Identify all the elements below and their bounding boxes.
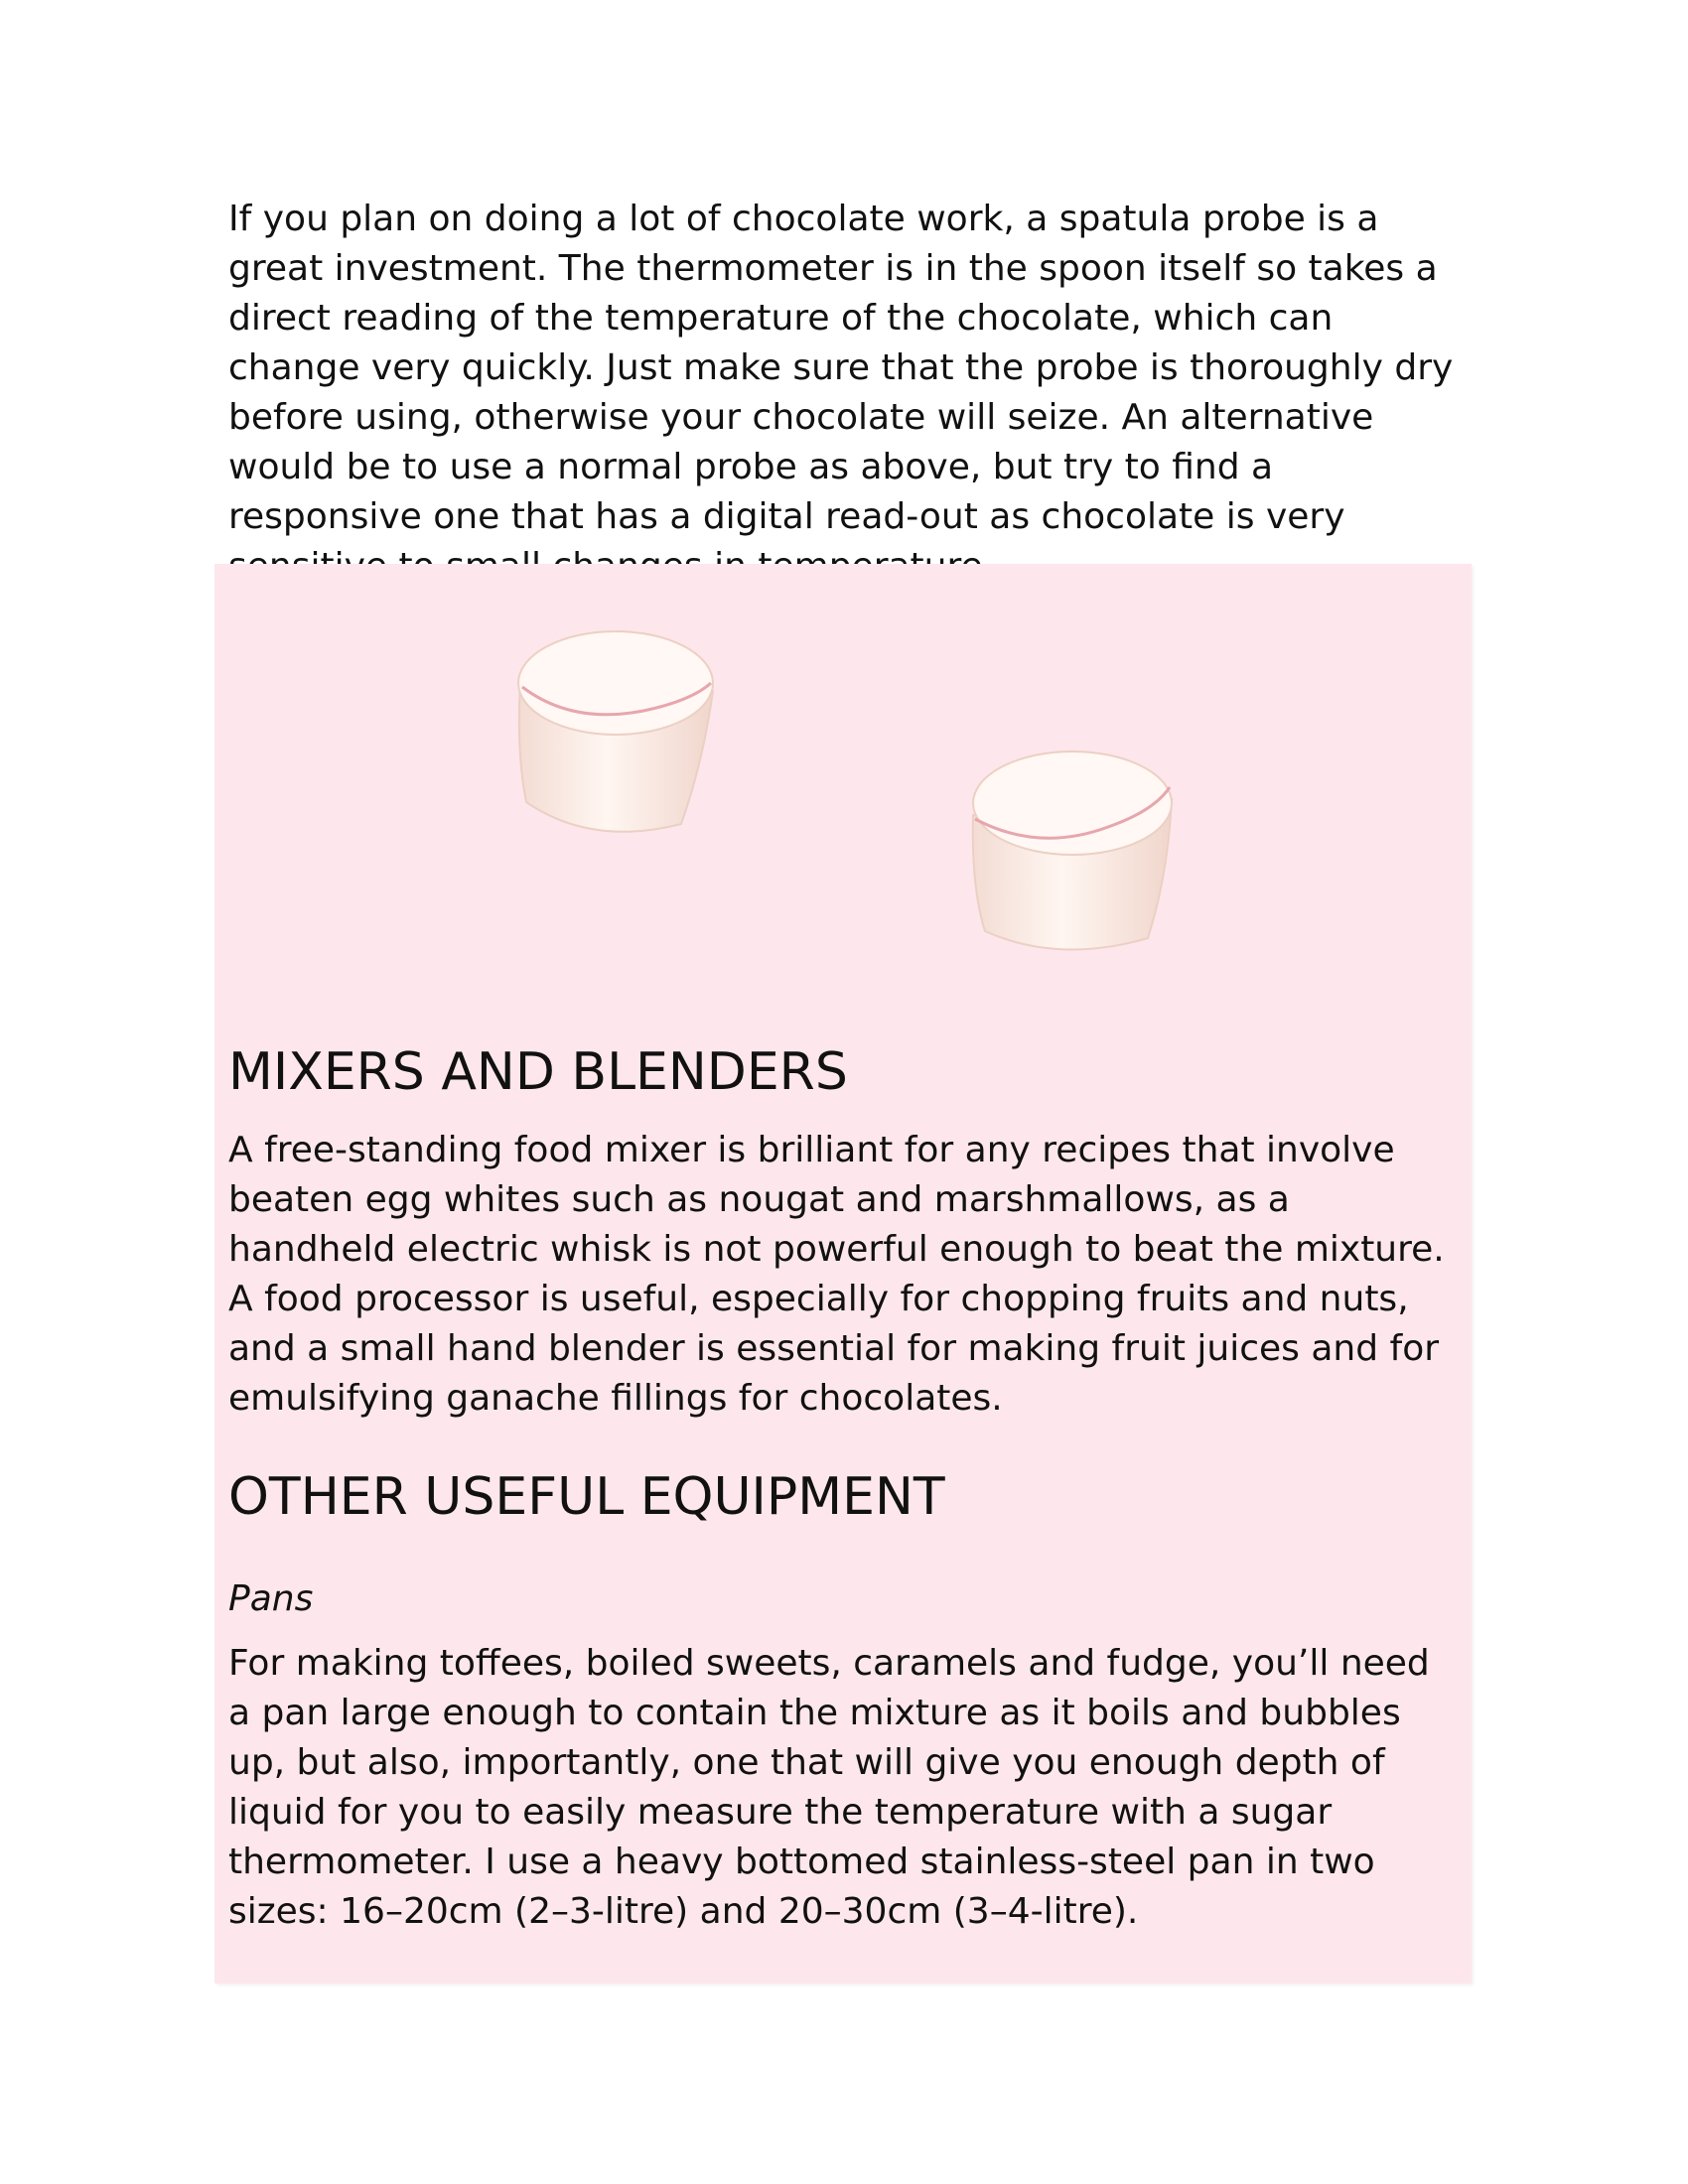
pink-info-panel [214, 564, 1472, 1983]
section-heading-mixers: MIXERS AND BLENDERS [228, 1042, 848, 1102]
pans-paragraph: For making toffees, boiled sweets, caramels and fudge, you’ll need a pan large enough to contain the mixture as it boils and bubbles up, but also, importantly, one that will give you enough depth of liquid for you to easily measure the temperature with a sugar thermometer. I use a heavy bottomed stainless-steel pan in two sizes: 16–20cm (2–3-litre) and 20–30cm (3–4-litre). [228, 1643, 1430, 1932]
mixers-paragraph: A free-standing food mixer is brilliant for any recipes that involve beaten egg whites such as nougat and marshmallows, as a handheld electric whisk is not powerful enough to beat the mixture. A food processor is useful, especially for chopping fruits and nuts, and a small hand blender is essential for making fruit juices and for emulsifying ganache fillings for chocolates. [228, 1130, 1445, 1419]
marshmallow-illustration [949, 728, 1197, 966]
marshmallow-illustration [492, 614, 741, 852]
section-heading-other-equipment: OTHER USEFUL EQUIPMENT [228, 1467, 945, 1527]
subheading-pans: Pans [228, 1578, 314, 1619]
intro-paragraph: If you plan on doing a lot of chocolate work, a spatula probe is a great investment. The thermometer is in the spoon itself so takes a direct reading of the temperature of the chocolate, which can change very quickly. Just make sure that the probe is thoroughly dry before using, otherwise your chocolate will seize. An alternative would be to use a normal probe as above, but try to find a responsive one that has a digital read-out as chocolate is very [228, 199, 1454, 537]
